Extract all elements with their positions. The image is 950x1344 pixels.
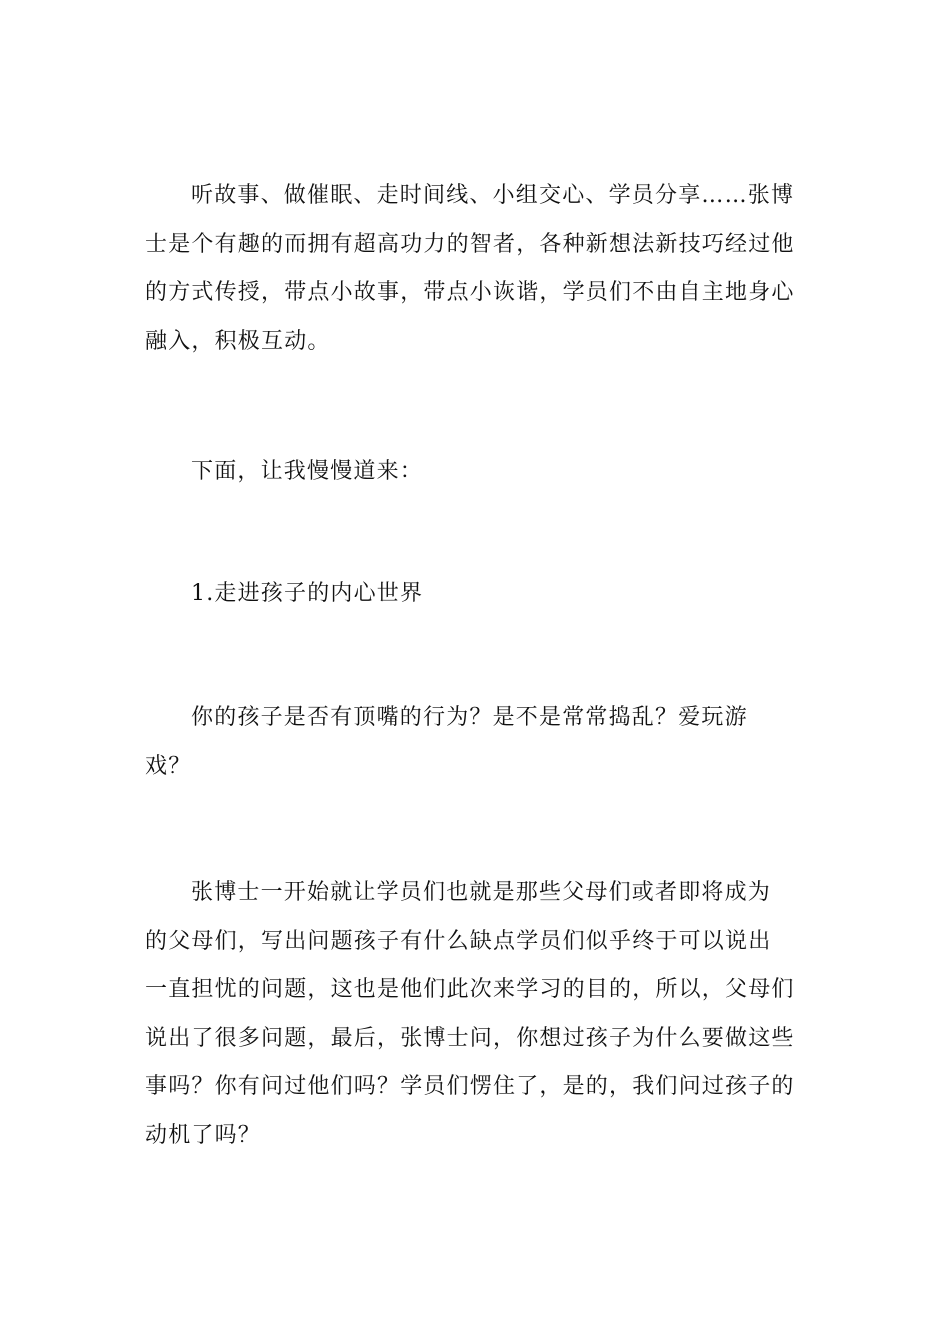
section-heading-text: 1.走进孩子的内心世界 — [191, 581, 424, 606]
text-line: 下面，让我慢慢道来： — [191, 459, 424, 484]
text-line: 戏？ — [145, 753, 192, 779]
text-line: 动机了吗？ — [145, 1122, 262, 1148]
text-line: 你的孩子是否有顶嘴的行为？是不是常常捣乱？爱玩游 — [191, 705, 748, 730]
text-line: 融入，积极互动。 — [145, 328, 331, 354]
section-heading — [145, 570, 835, 619]
paragraph-question — [145, 694, 835, 791]
text-line: 的方式传授，带点小故事，带点小诙谐，学员们不由自主地身心 — [145, 280, 795, 305]
text-line: 一直担忧的问题，这也是他们此次来学习的目的，所以，父母们 — [145, 977, 795, 1002]
text-line: 的父母们，写出问题孩子有什么缺点学员们似乎终于可以说出 — [145, 928, 772, 954]
paragraph-lead-in — [145, 448, 835, 497]
paragraph-story — [145, 869, 835, 1160]
text-line: 听故事、做催眠、走时间线、小组交心、学员分享……张博 — [191, 183, 795, 208]
text-line: 张博士一开始就让学员们也就是那些父母们或者即将成为 — [191, 880, 772, 905]
paragraph-intro — [145, 172, 835, 366]
text-line: 事吗？你有问过他们吗？学员们愣住了，是的，我们问过孩子的 — [145, 1074, 795, 1099]
text-line: 士是个有趣的而拥有超高功力的智者，各种新想法新技巧经过他 — [145, 231, 795, 257]
text-line: 说出了很多问题，最后，张博士问，你想过孩子为什么要做这些 — [145, 1025, 795, 1051]
